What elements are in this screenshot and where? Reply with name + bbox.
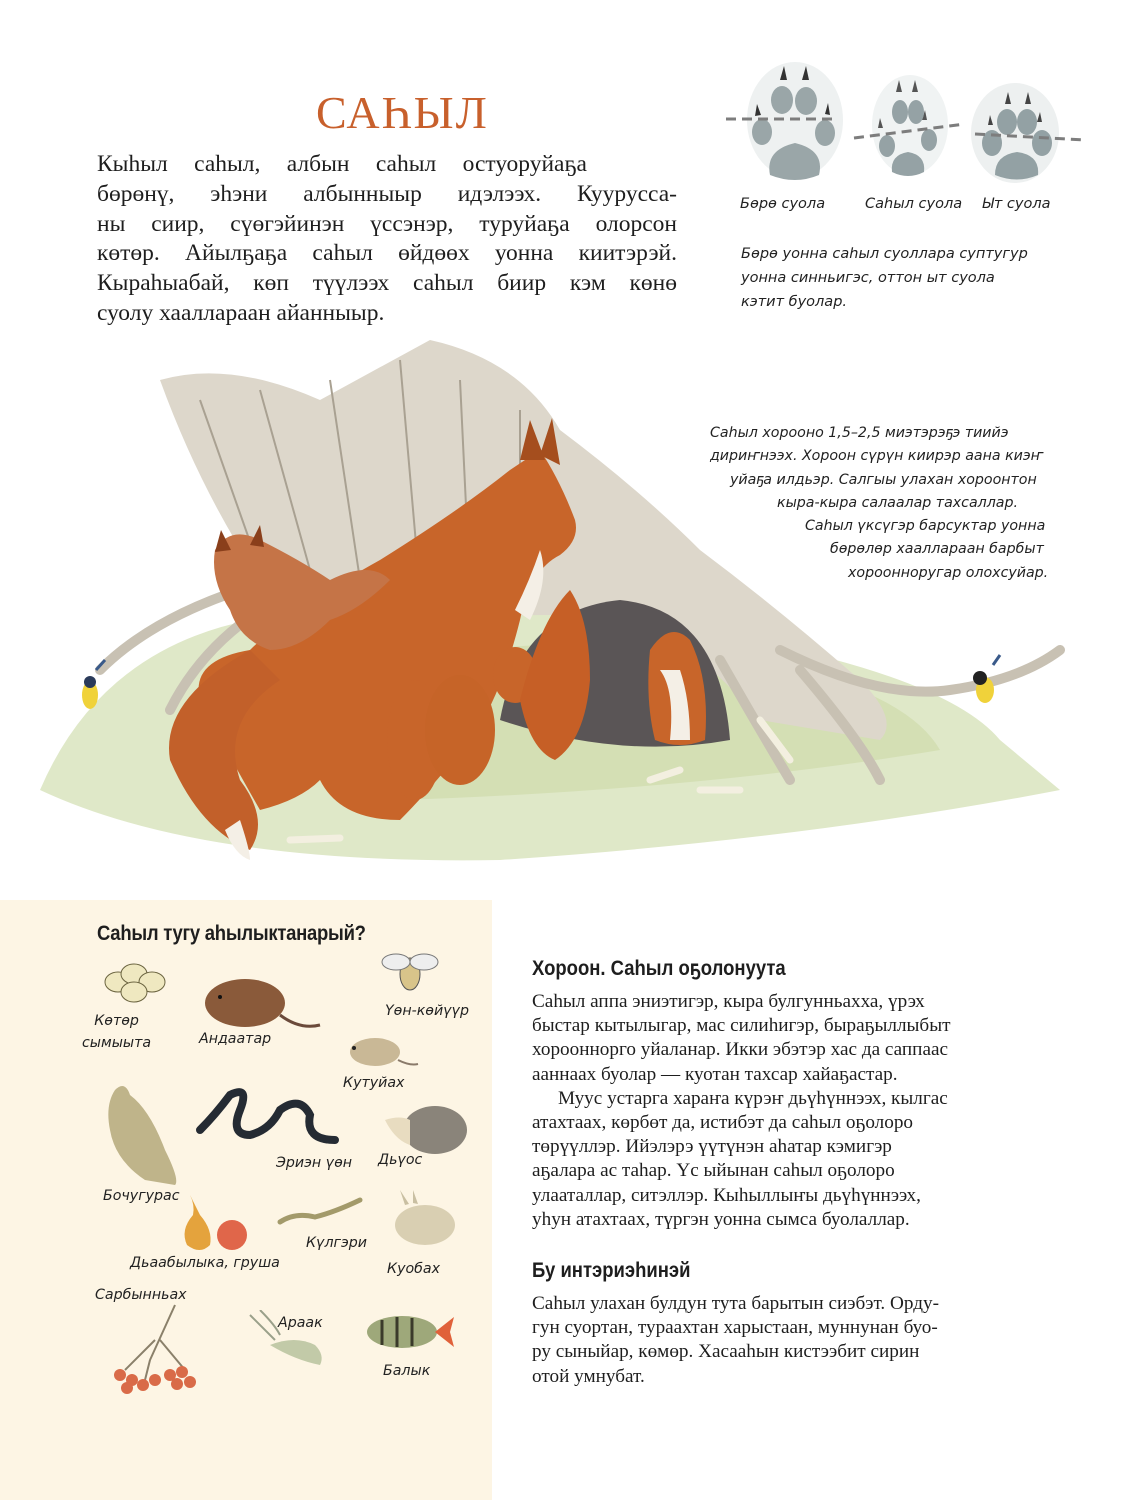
text-line: хорооннорго уйаланар. Икки эбэтэр хас да саппаас [532,1039,948,1061]
food-label-fruit: Дьаабылыка, груша [130,1255,280,1271]
text-line: Саһыл улахан булдун тута барытын сиэбэт. Орду- [532,1293,939,1314]
bee-icon [380,940,440,1000]
caption-line: уйаҕа илдьэр. Салгыы улахан хороонтон [730,471,1037,488]
text-line: улааталлар, ситэллэр. Кыһыллыҥы дьүһүннээх, [532,1184,921,1206]
diet-panel [0,900,492,1500]
lizard-icon [275,1192,365,1237]
food-label-eggs [82,1010,151,1054]
text-line: атахтаах, көрбөт да, истибэт да саһыл оҕолоро [532,1112,914,1134]
snake-icon [190,1085,340,1160]
text-line: Саһыл аппа эниэтигэр, кыра булгунньахха, үрэх [532,991,925,1012]
grouse-icon [95,1080,190,1190]
intro-paragraph [97,150,677,329]
mouse-icon [340,1030,420,1075]
intro-line: Кыһыл саһыл, албын саһыл остуоруйаҕа [97,151,587,177]
food-label-lizard: Күлгэри [306,1235,368,1251]
text-line: Муус устарга хараҥа күрэҥ дьүһүннээх, кылгас [558,1087,948,1109]
wolf-paw-icon [747,62,843,180]
text-line: гун суортан, тураахтан харыстаан, муннунан буо- [532,1317,938,1339]
food-label-crayfish: Араак [278,1315,323,1331]
tracks-caption [741,242,1081,314]
food-label-bee: Үөн-көйүүр [385,1003,470,1019]
fish-icon [362,1305,457,1360]
intro-line: ны сиир, сүөгэйинэн үссэнэр, туруйаҕа олорсон [97,210,677,237]
text-line: уһун атахтаах, түргэн уонна сымса буолаллар. [532,1208,910,1230]
intro-line: бөрөнү, эһэни албынныыр идэлээх. Куурусса- [97,180,677,207]
hare-icon [385,1190,465,1260]
diet-title: Саһыл тугу аһылыктанарый? [97,922,366,945]
section-heading-interesting: Бу интэриэһинэй [532,1259,691,1282]
text-line: төрүүллэр. Ийэлэрэ үүтүнэн аһатар кэмигэр [532,1136,892,1158]
text-line: ру сыныйар, көмөр. Хасааһын кистээбит сирин [532,1341,920,1363]
eggs-icon [100,960,170,1005]
caption-line: бөрөлөр хааллараан барбыт [830,541,1044,558]
fruit-icon [175,1190,250,1255]
intro-line: көтөр. Айылҕаҕа саһыл өйдөөх уонна киитэрэй. [97,240,677,267]
section-heading-burrow: Хороон. Саһыл оҕолонуута [532,957,786,980]
caption-line: хороонноругар олохсуйар. [848,564,1049,581]
intro-line: Кыраһыабай, көп түүлээх саһыл биир кэм көнө [97,270,677,297]
food-label-line: Көтөр [94,1013,139,1029]
fox-den-illustration [0,320,1125,880]
fox-paw-icon [872,75,948,176]
food-label-line: сымыыта [82,1035,152,1051]
food-label-mouse: Кутуйах [343,1075,405,1091]
food-label-vole: Андаатар [199,1031,272,1047]
paw-tracks-illustration [720,60,1100,190]
text-line: аҕалара ас таһар. Үс ыйынан саһыл оҕолоро [532,1160,895,1182]
food-label-rowan: Сарбынньах [95,1287,187,1303]
food-label-fish: Балык [383,1363,431,1379]
fox-track-label: Саһыл суола [865,196,963,212]
text-line: отой умнубат. [532,1365,645,1387]
caption-line: Бөрө уонна саһыл суоллара суптугур [741,246,1028,262]
caption-line: Саһыл үксүгэр барсуктар уонна [805,518,1046,535]
page-title: САҺЫЛ [316,87,489,138]
dog-track-label: Ыт суола [982,196,1051,212]
text-line: быстар кытылыгар, мас силиһигэр, быраҕыллыбыт [532,1015,951,1037]
food-label-grouse: Бочугурас [103,1188,180,1204]
rowan-berries-icon [105,1300,205,1395]
caption-line: дириҥнээх. Хороон сүрүн киирэр аана киэҥ [710,448,1044,465]
caption-line: кыра-кыра салаалар тахсаллар. [777,494,1018,511]
wolf-track-label: Бөрө суола [740,196,826,212]
food-label-snake: Эриэн үөн [276,1155,353,1171]
food-label-hedgehog: Дьүос [378,1152,423,1168]
text-line: ааннаах буолар — куотан тахсар хайаҕастар. [532,1063,898,1085]
caption-line: Саһыл хорооно 1,5–2,5 миэтэрэҕэ тиийэ [710,425,1009,441]
section-burrow-text [532,990,1029,1232]
food-label-hare: Куобах [387,1261,440,1277]
caption-line: кэтит буолар. [741,294,848,310]
burrow-caption [700,422,1049,585]
section-interesting-text [532,1292,1029,1389]
caption-line: уонна синньигэс, оттон ыт суола [741,270,995,286]
intro-line: суолу хааллараан айанныыр. [97,299,385,326]
